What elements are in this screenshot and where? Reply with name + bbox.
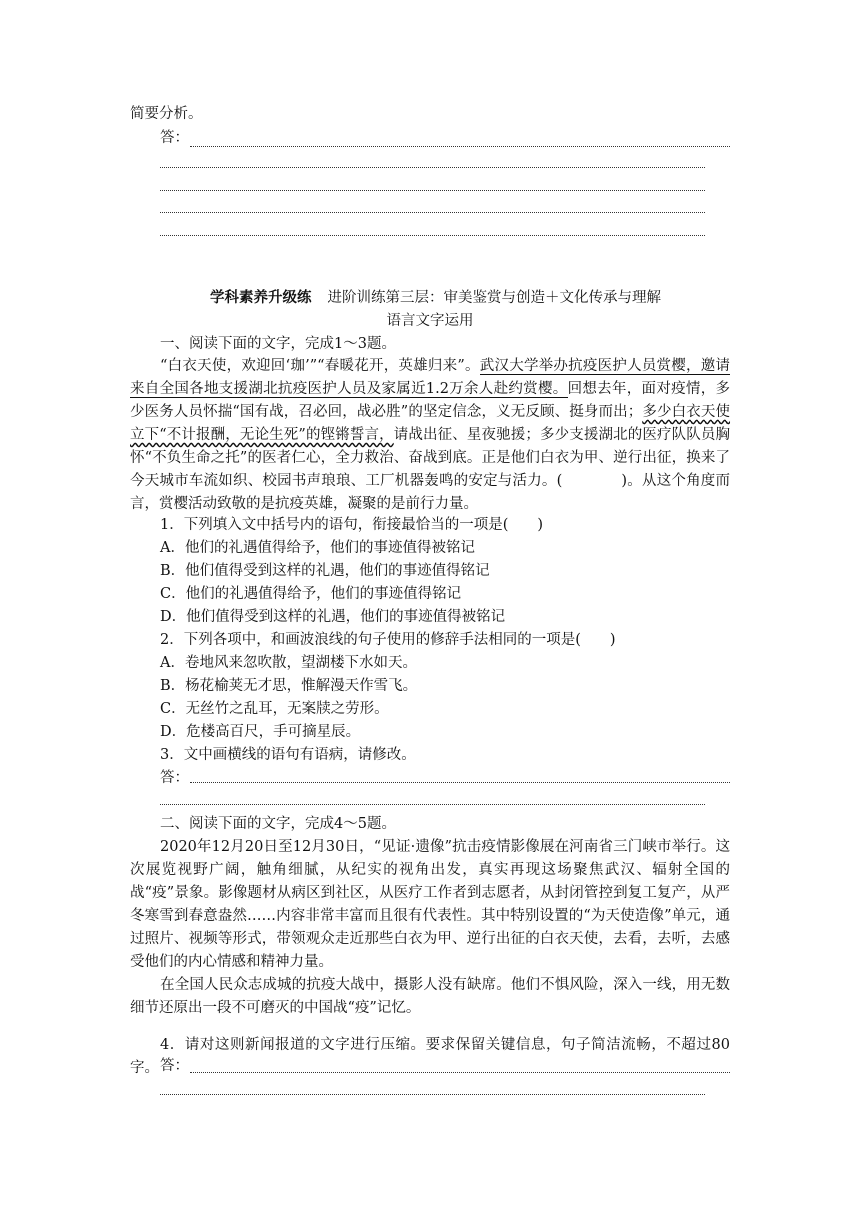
answer-line <box>160 235 705 236</box>
answer-line <box>190 1072 730 1073</box>
q2-option-d: D．危楼高百尺，手可摘星辰。 <box>160 724 361 740</box>
passage-text: 在全国人民众志成城的抗疫大战中，摄影人没有缺席。他们不惧风险，深入一线，用无数细节还原出一段不可磨灭的中国战“疫”记忆。 <box>130 977 730 1016</box>
underlined-sentence: 武汉大学举办抗疫医护人员赏樱，邀请来自全国各地支援湖北抗疫医护人员及家属近1.2万余人赴约赏樱。 <box>130 358 730 397</box>
q2-option-b: B．杨花榆荚无才思，惟解漫天作雪飞。 <box>160 678 418 694</box>
passage-text: 回想去年，面对疫情，多少医务人员怀揣“国有战，召必回，战必胜”的坚定信念，义无反顾、挺身而出； <box>130 381 730 420</box>
answer-label: 答： <box>160 770 189 786</box>
part2-passage <box>130 836 730 1020</box>
q1-option-d: D．他们值得受到这样的礼遇，他们的事迹值得被铭记 <box>160 609 506 625</box>
passage-text: 请战出征、星夜驰援；多少支援湖北的医疗队队员胸怀“不负生命之托”的医者仁心，全力救治、奋战到底。正是他们白衣为甲、逆行出征，换来了今天城市车流如织、校园书声琅琅、工厂机器轰鸣的安定与活力。( )。从这个角度而言，赏樱活动致敬的是抗疫英雄，凝聚的是前行力量。 <box>130 427 731 512</box>
question-2: 2．下列各项中，和画波浪线的句子使用的修辞手法相同的一项是( ) <box>160 632 616 648</box>
question-4-text: 4．请对这则新闻报道的文字进行压缩。要求保留关键信息，句子简洁流畅，不超过80字。 <box>130 1037 730 1076</box>
answer-line <box>160 212 705 213</box>
section-subtitle: 语言文字运用 <box>386 313 474 329</box>
question-4 <box>130 1034 730 1080</box>
q1-option-b: B．他们值得受到这样的礼遇，他们的事迹值得铭记 <box>160 563 490 579</box>
section-title-main: 学科素养升级练 <box>210 289 312 306</box>
q2-option-a: A．卷地风来忽吹散，望湖楼下水如天。 <box>160 655 417 671</box>
part2-instruction: 二、阅读下面的文字，完成4～5题。 <box>160 816 396 832</box>
part1-passage <box>130 355 730 516</box>
answer-line <box>190 782 730 783</box>
answer-line <box>160 167 705 168</box>
wavy-sentence: 多少白衣天使立下“不计报酬，无论生死”的铿锵誓言， <box>130 404 731 443</box>
question-1: 1．下列填入文中括号内的语句，衔接最恰当的一项是( ) <box>160 517 544 533</box>
answer-label: 答： <box>160 1058 189 1074</box>
part1-instruction: 一、阅读下面的文字，完成1～3题。 <box>160 336 396 352</box>
answer-line <box>160 804 705 805</box>
passage-text: “白衣天使，欢迎回‘珈’”“春暖花开，英雄归来”。 <box>160 358 480 374</box>
q1-option-c: C．他们的礼遇值得给予，他们的事迹值得铭记 <box>160 586 462 602</box>
answer-line <box>160 1094 705 1095</box>
answer-label: 答： <box>160 130 189 146</box>
question-3: 3．文中画横线的语句有语病，请修改。 <box>160 747 416 763</box>
q1-option-a: A．他们的礼遇值得给予，他们的事迹值得被铭记 <box>160 540 475 556</box>
answer-line <box>160 190 705 191</box>
prev-question-tail: 简要分析。 <box>130 106 203 122</box>
passage-text: 2020年12月20日至12月30日，“见证·遗像”抗击疫情影像展在河南省三门峡市举行。这次展览视野广阔，触角细腻，从纪实的视角出发，真实再现这场聚焦武汉、辐射全国的战“疫”景象。影像题材从病区到社区，从医疗工作者到志愿者，从封闭管控到复工复产，从严冬寒雪到春意盎然……内容非常丰富而且很有代表性。其中特别设置的“为天使造像”单元，通过照片、视频等形式，带领观众走近那些白衣为甲、逆行出征的白衣天使，去看，去听，去感受他们的内心情感和精神力量。 <box>130 839 730 970</box>
section-title-sub: 进阶训练第三层：审美鉴赏与创造＋文化传承与理解 <box>327 290 661 306</box>
q2-option-c: C．无丝竹之乱耳，无案牍之劳形。 <box>160 701 389 717</box>
answer-line <box>190 146 730 147</box>
section-heading <box>210 288 661 308</box>
